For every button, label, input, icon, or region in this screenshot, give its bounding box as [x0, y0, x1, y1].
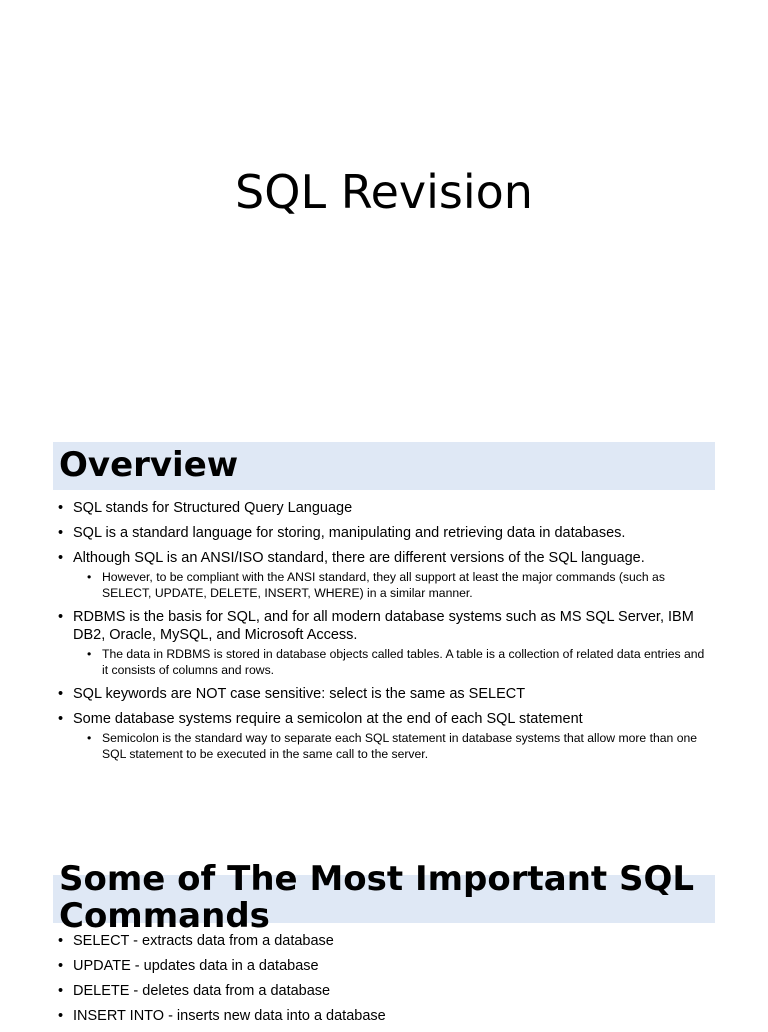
bullet-icon: •	[58, 609, 64, 625]
list-item: • SQL is a standard language for storing, manipulating and retrieving data in databases.	[58, 525, 626, 541]
bullet-icon: •	[58, 550, 64, 566]
list-item: • SQL keywords are NOT case sensitive: select is the same as SELECT	[58, 686, 526, 702]
overview-bullet-list	[58, 499, 708, 769]
sub-bullet-list	[73, 570, 708, 601]
list-item: • Although SQL is an ANSI/ISO standard, there are different versions of the SQL language. • However, to be compliant with the ANSI standard, they all support at least the major commands (such as SELECT, UPDATE, DELETE, INSERT, WHERE) in a similar manner.	[58, 549, 708, 601]
list-item: • SQL stands for Structured Query Language	[58, 500, 353, 516]
sub-list-item: • Semicolon is the standard way to separate each SQL statement in database systems that allow more than one SQL statement to be executed in the same call to the server.	[87, 731, 698, 761]
sub-list-item: • The data in RDBMS is stored in database objects called tables. A table is a collection of related data entries and it consists of columns and rows.	[87, 647, 705, 677]
list-item: • INSERT INTO - inserts new data into a database	[58, 1008, 386, 1024]
sub-bullet-list	[73, 731, 708, 762]
overview-heading: Overview	[59, 445, 239, 485]
bullet-icon: •	[58, 525, 64, 541]
bullet-icon: •	[58, 933, 64, 949]
sub-list-item: • However, to be compliant with the ANSI standard, they all support at least the major commands (such as SELECT, UPDATE, DELETE, INSERT, WHERE) in a similar manner.	[87, 570, 665, 600]
list-item: • SELECT - extracts data from a database	[58, 933, 334, 949]
commands-heading: Some of The Most Important SQL Commands	[59, 859, 695, 936]
list-item: • DELETE - deletes data from a database	[58, 983, 331, 999]
bullet-icon: •	[87, 570, 92, 584]
list-item: • RDBMS is the basis for SQL, and for all modern database systems such as MS SQL Server, IBM DB2, Oracle, MySQL, and Microsoft Access. • The data in RDBMS is stored in database objects called tables. A table is a collection of related data entries and it consists of columns and rows.	[58, 608, 708, 678]
bullet-icon: •	[58, 1008, 64, 1024]
list-item: • UPDATE - updates data in a database	[58, 958, 319, 974]
bullet-icon: •	[58, 500, 64, 516]
sub-bullet-list	[73, 647, 708, 678]
bullet-icon: •	[87, 731, 92, 745]
list-item: • Some database systems require a semicolon at the end of each SQL statement • Semicolon is the standard way to separate each SQL statement in database systems that allow more than one SQL statement to be executed in the same call to the server.	[58, 710, 708, 762]
title-slide	[0, 0, 768, 420]
commands-bullet-list	[58, 932, 708, 1032]
bullet-icon: •	[58, 711, 64, 727]
slide-title: SQL Revision	[235, 165, 533, 219]
bullet-icon: •	[87, 647, 92, 661]
bullet-icon: •	[58, 958, 64, 974]
bullet-icon: •	[58, 983, 64, 999]
bullet-icon: •	[58, 686, 64, 702]
